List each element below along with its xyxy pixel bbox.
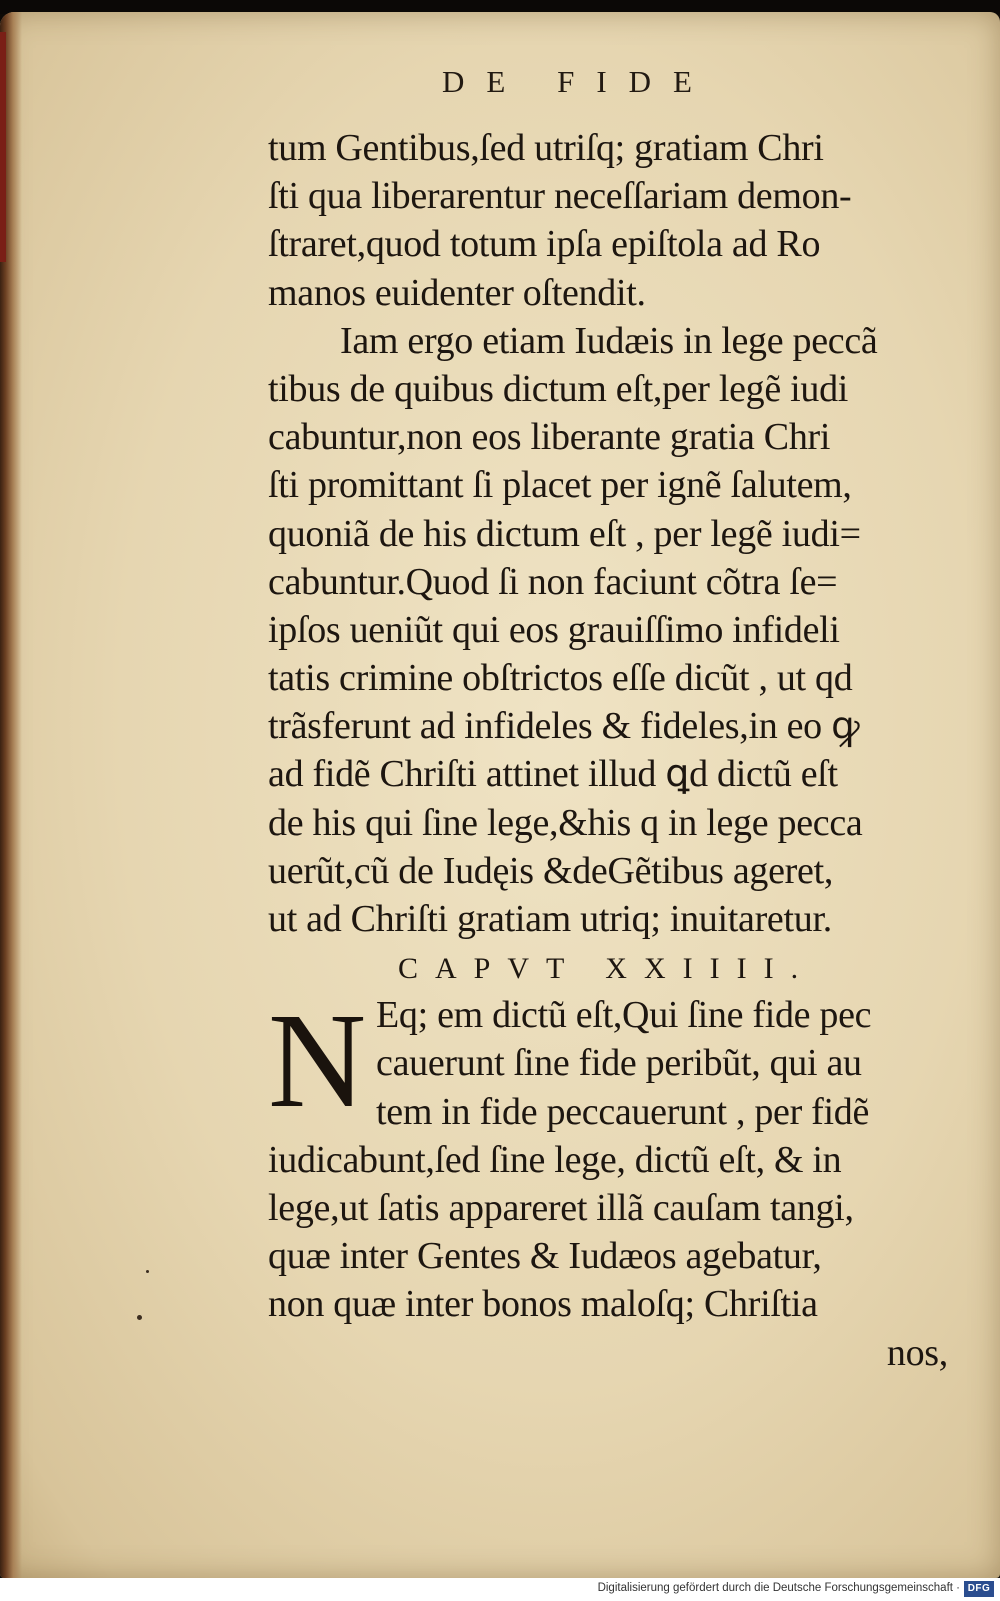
footer-credit: Digitalisierung gefördert durch die Deutsche Forschungsgemeinschaft · — [597, 1582, 960, 1594]
text-line: cabuntur.Quod ſi non faciunt cõtra ſe= — [268, 560, 838, 603]
text-line: non quæ inter bonos maloſq; Chriſtia — [268, 1283, 818, 1326]
text-line: ſtraret,quod totum ipſa epiſtola ad Ro — [268, 223, 821, 266]
text-line: cauerunt ſine fide peribũt, qui au — [376, 1042, 862, 1085]
text-line: ſti promittant ſi placet per ignẽ ſalutem, — [268, 464, 852, 507]
digitization-footer — [0, 1578, 1000, 1601]
catchword: nos, — [886, 1331, 948, 1374]
book-page — [0, 12, 1000, 1578]
spine-binding-mark — [0, 32, 6, 262]
text-line: lege,ut ſatis appareret illã cauſam tangi, — [268, 1186, 854, 1229]
running-head: DE FIDE — [442, 64, 714, 99]
text-line: tum Gentibus,ſed utriſq; gratiam Chri — [268, 127, 824, 169]
paragraph-1 — [268, 124, 958, 317]
text-line: quæ inter Gentes & Iudæos agebatur, — [268, 1235, 822, 1278]
text-line: tem in fide peccauerunt , per fidẽ — [376, 1090, 870, 1133]
text-line: Eq; em dictũ eſt,Qui ſine fide pec — [376, 994, 872, 1037]
text-line: cabuntur,non eos liberante gratia Chri — [268, 416, 831, 459]
text-line: tibus de quibus dictum eſt,per legẽ iudi — [268, 367, 849, 410]
text-line: iudicabunt,ſed ſine lege, dictũ eſt, & in — [268, 1138, 842, 1181]
paragraph-2 — [268, 317, 958, 943]
ink-speck — [137, 1315, 142, 1320]
chapter-heading: CAPVT XXIIII. — [398, 952, 816, 986]
text-line: tatis crimine obſtrictos eſſe dicũt , ut qd — [268, 657, 853, 700]
text-line: manos euidenter oſtendit. — [268, 271, 646, 314]
dfg-logo-icon: DFG — [964, 1581, 994, 1597]
text-line: uerũt,cũ de Iudęis &deGẽtibus ageret, — [268, 849, 834, 892]
text-line: ut ad Chriſti gratiam utriq; inuitaretur. — [268, 898, 832, 940]
text-line: de his qui ſine lege,&his q in lege pecca — [268, 801, 863, 844]
text-line: Iam ergo etiam Iudæis in lege peccã — [340, 319, 878, 362]
text-line: ipſos ueniũt qui eos grauiſſimo infideli — [268, 608, 840, 651]
text-line: quoniã de his dictum eſt , per legẽ iudi= — [268, 512, 861, 555]
text-line: trãsferunt ad infideles & fideles,in eo ꝙ — [268, 705, 860, 748]
text-line: ad fidẽ Chriſti attinet illud ꝗd dictũ eſt — [268, 753, 838, 796]
drop-cap-initial: N — [268, 986, 367, 1137]
text-line: ſti qua liberarentur neceſſariam demon- — [268, 175, 852, 218]
paragraph-3 — [268, 986, 958, 1377]
main-text — [268, 124, 958, 1377]
ink-speck — [146, 1270, 149, 1273]
